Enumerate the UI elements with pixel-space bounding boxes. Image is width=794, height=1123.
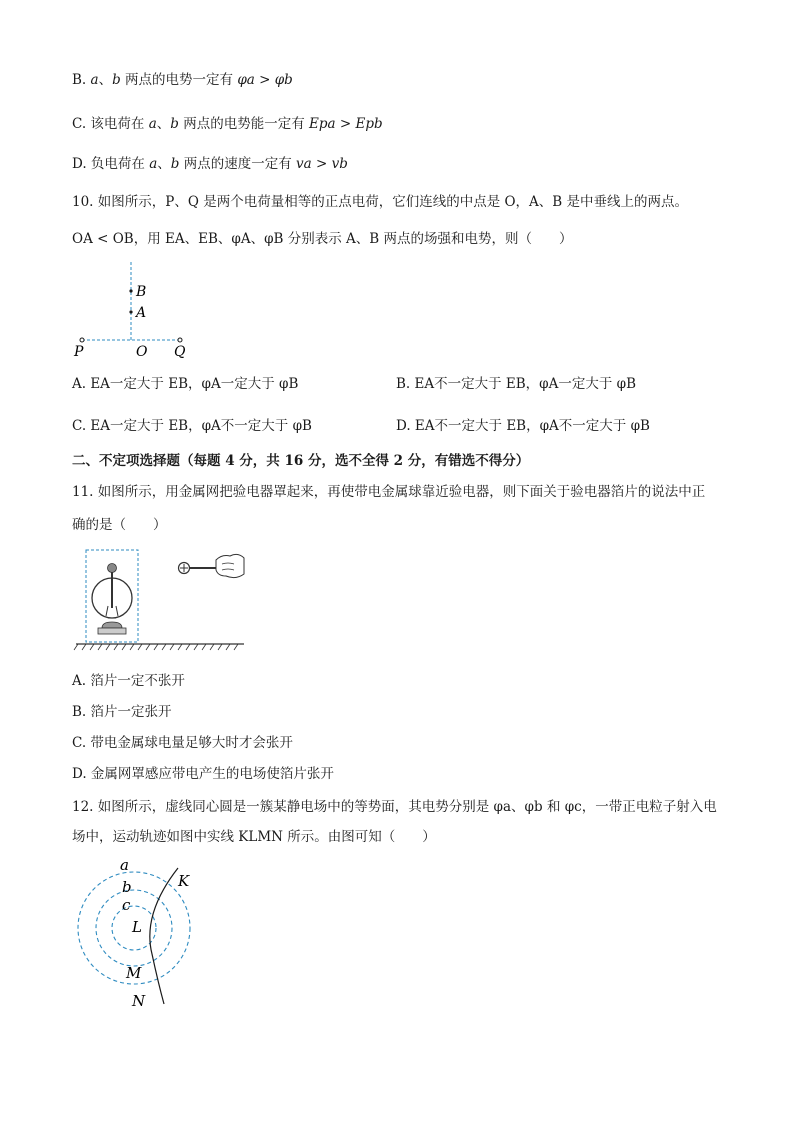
section2-heading: 二、不定项选择题（每题 4 分，共 16 分，选不全得 2 分，有错选不得分） — [72, 453, 530, 469]
label-a: A — [136, 305, 147, 321]
q10-option-b: B. EA不一定大于 EB，φA一定大于 φB — [396, 376, 637, 392]
hand-icon — [216, 554, 244, 577]
q11-option-d: D. 金属网罩感应带电产生的电场使箔片张开 — [72, 766, 334, 782]
q11-option-c: C. 带电金属球电量足够大时才会张开 — [72, 735, 293, 751]
q12-figure — [68, 854, 208, 1014]
q10-figure — [68, 258, 198, 362]
label-k: K — [178, 872, 190, 890]
q10-option-c: C. EA一定大于 EB，φA不一定大于 φB — [72, 418, 312, 434]
electroscope-base — [102, 622, 122, 628]
q10-option-a: A. EA一定大于 EB，φA一定大于 φB — [72, 376, 299, 392]
q9-option-b: B. a、b 两点的电势一定有 φa > φb — [72, 72, 293, 88]
q11-option-a: A. 箔片一定不张开 — [72, 673, 185, 689]
electroscope-knob — [108, 564, 117, 573]
label-a: a — [120, 856, 129, 874]
label-q: Q — [174, 344, 186, 360]
q10-stem-line1: 10. 如图所示，P、Q 是两个电荷量相等的正点电荷，它们连线的中点是 O，A、B 是中垂线上的两点。 — [72, 194, 689, 210]
label-p: P — [74, 344, 84, 360]
label-b: b — [122, 878, 132, 896]
label-c: c — [122, 896, 131, 914]
q11-stem-line1: 11. 如图所示，用金属网把验电器罩起来，再使带电金属球靠近验电器，则下面关于验电器箔片的说法中正 — [72, 484, 706, 500]
q10-option-d: D. EA不一定大于 EB，φA不一定大于 φB — [396, 418, 650, 434]
label-l: L — [132, 918, 142, 936]
q11-stem-line2: 确的是（ ） — [72, 517, 167, 533]
q9-option-d: D. 负电荷在 a、b 两点的速度一定有 va > vb — [72, 156, 348, 172]
charge-p — [80, 338, 84, 342]
q11-figure — [68, 546, 248, 656]
q12-stem-line2: 场中，运动轨迹如图中实线 KLMN 所示。由图可知（ ） — [72, 829, 436, 845]
label-m: M — [126, 964, 142, 982]
label-b: B — [136, 284, 147, 300]
label-n: N — [132, 992, 146, 1010]
point-a — [129, 310, 132, 313]
q11-option-b: B. 箔片一定张开 — [72, 704, 172, 720]
point-b — [129, 289, 132, 292]
q10-stem-line2: OA < OB，用 EA、EB、φA、φB 分别表示 A、B 两点的场强和电势，则（ ） — [72, 231, 573, 247]
charge-q — [178, 338, 182, 342]
label-o: O — [136, 344, 148, 360]
q12-stem-line1: 12. 如图所示，虚线同心圆是一簇某静电场中的等势面，其电势分别是 φa、φb 和 φc，一带正电粒子射入电 — [72, 799, 717, 815]
q9-option-c: C. 该电荷在 a、b 两点的电势能一定有 Epa > Epb — [72, 116, 383, 132]
